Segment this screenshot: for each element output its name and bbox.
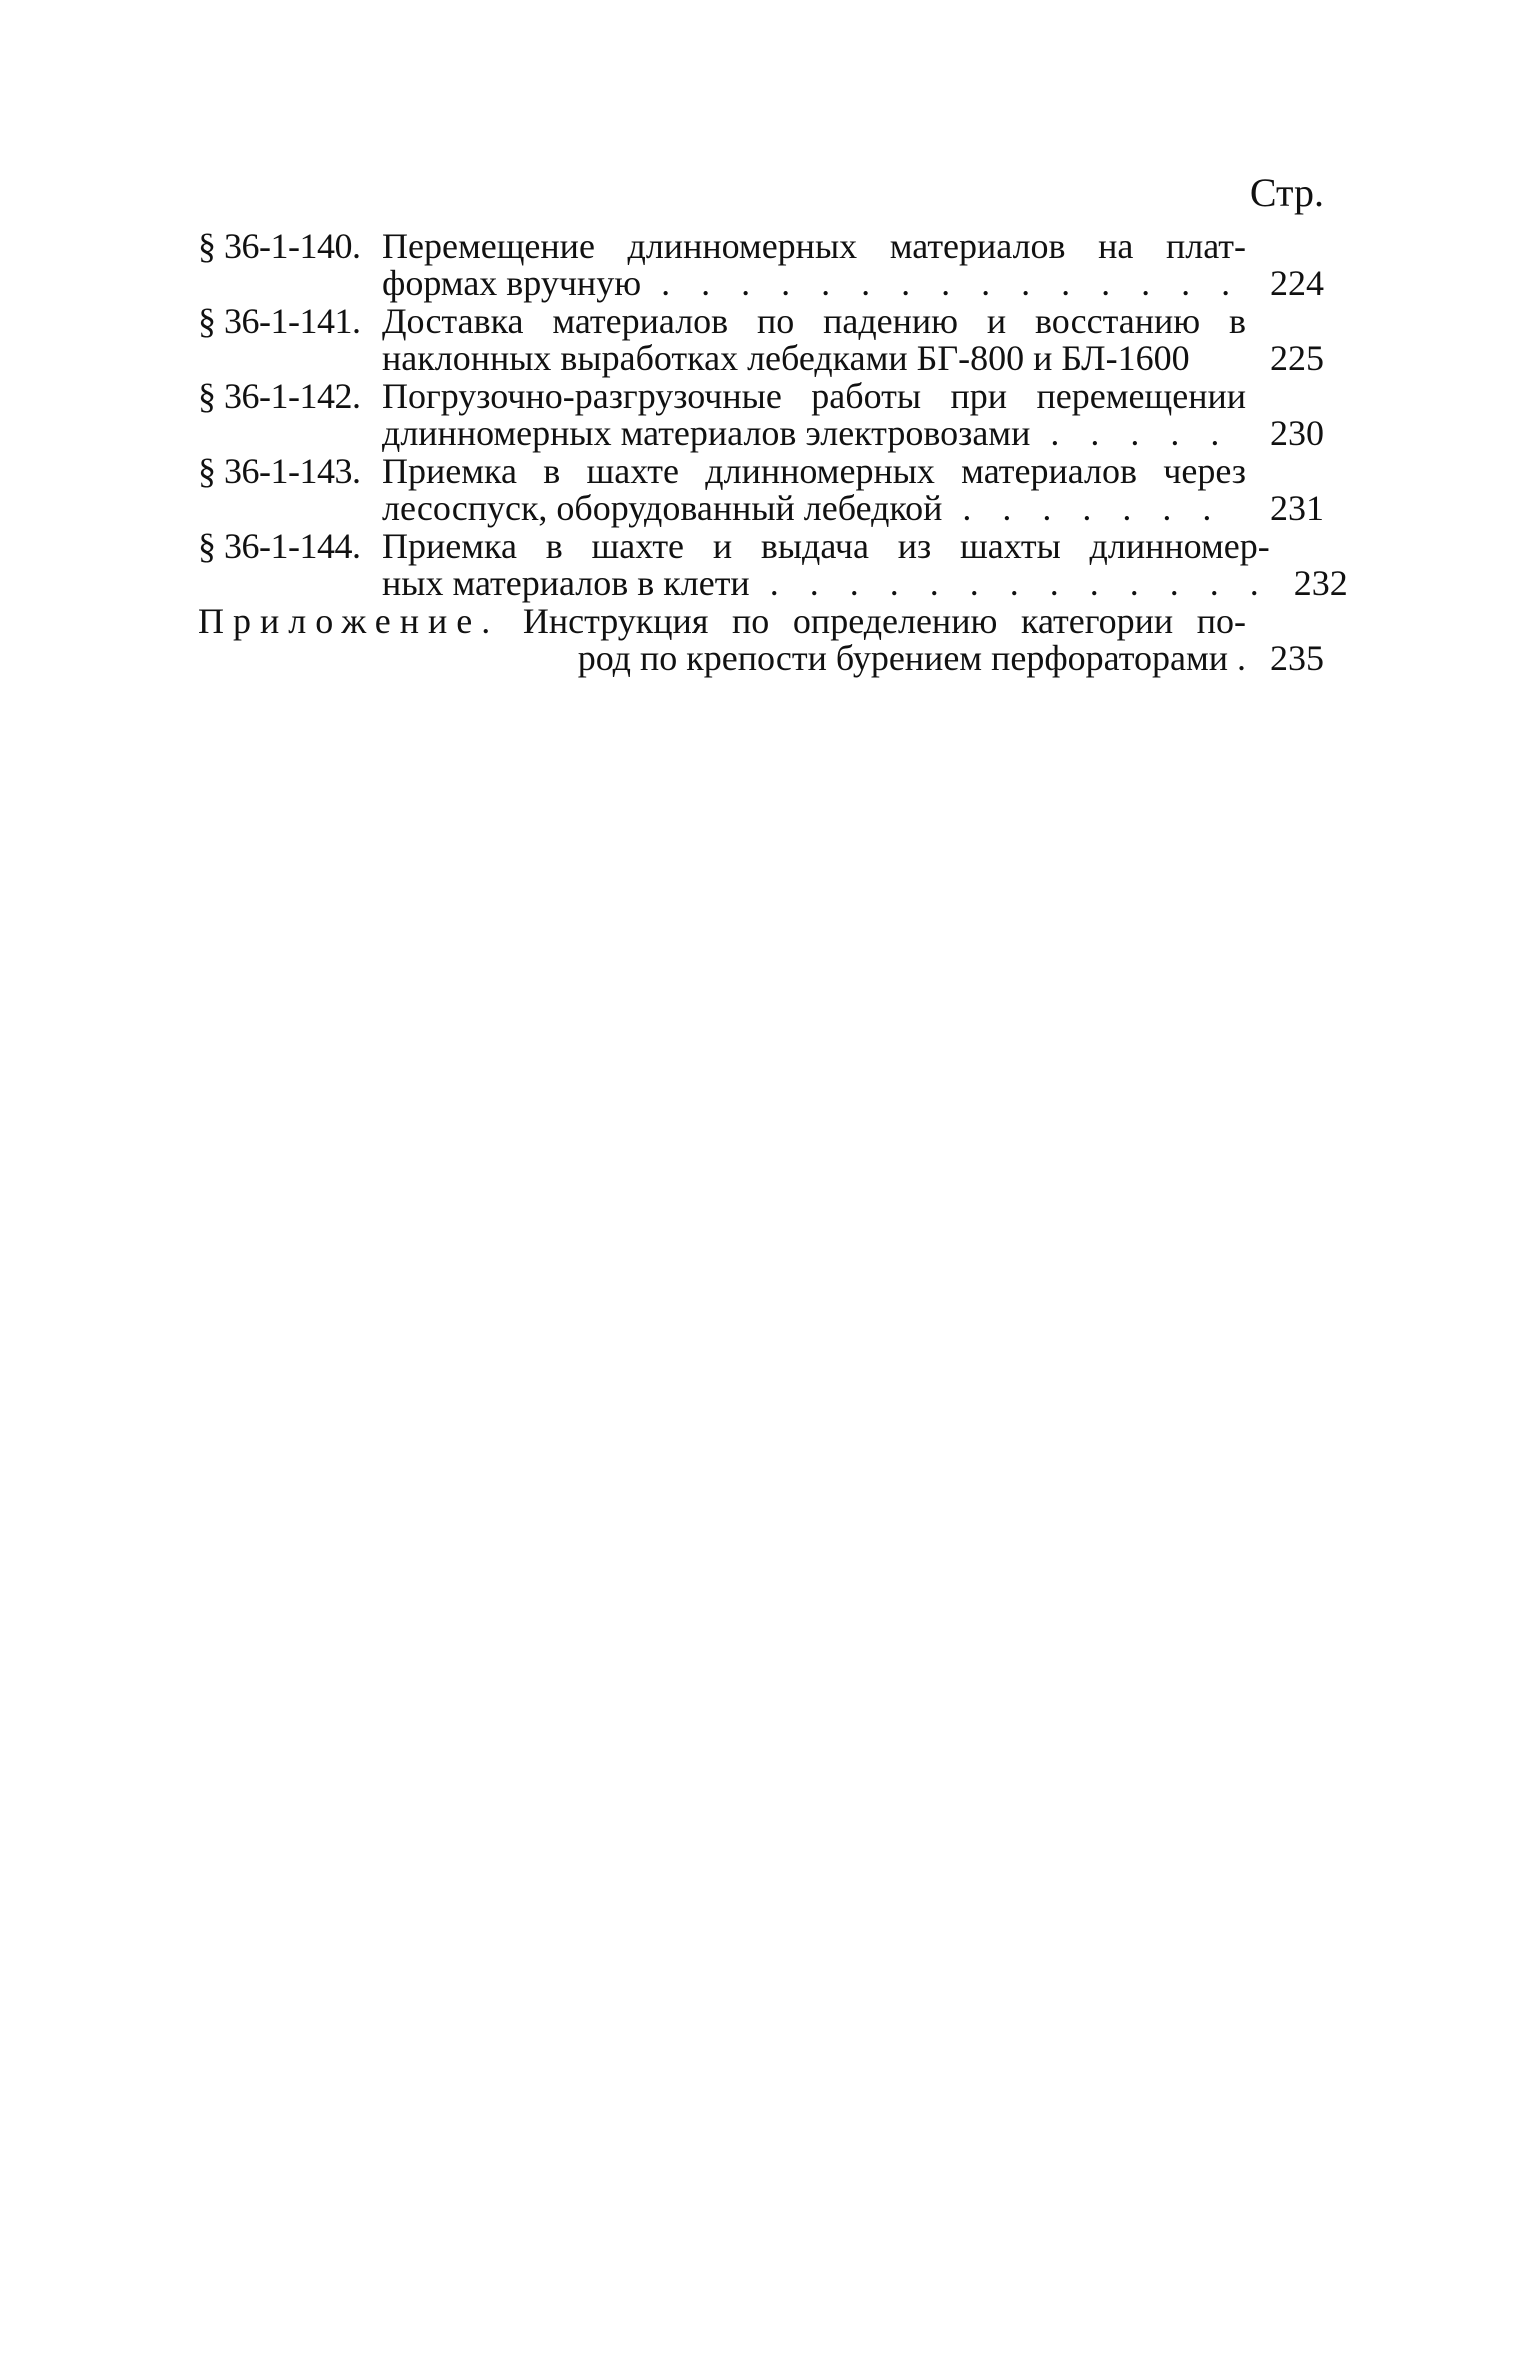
title-text: род по крепости бурением перфораторами xyxy=(577,638,1228,678)
title-line: Приемка в шахте длинномерных материалов через xyxy=(382,451,1246,491)
title-line xyxy=(382,340,1246,377)
title-line xyxy=(198,640,1246,677)
section-number: § 36-1-141. xyxy=(198,301,361,341)
toc-entry-36-1-143 xyxy=(198,453,1324,527)
title-line xyxy=(382,565,1270,602)
section-number: § 36-1-143. xyxy=(198,451,361,491)
title-text: ных материалов в клети xyxy=(382,563,750,603)
section-title xyxy=(382,528,1270,602)
title-line: Доставка материалов по падению и восстанию в xyxy=(382,301,1246,341)
section-number: § 36-1-144. xyxy=(198,526,361,566)
section-number: § 36-1-142. xyxy=(198,376,361,416)
toc-entry-36-1-144 xyxy=(198,526,1348,603)
section-title xyxy=(382,303,1246,377)
page-number: 231 xyxy=(1270,488,1324,528)
page-number: 235 xyxy=(1270,638,1324,678)
page-number: 232 xyxy=(1293,563,1348,603)
title-line xyxy=(198,603,1246,640)
title-text: наклонных выработках лебедками БГ-800 и БЛ-1600 xyxy=(382,338,1190,378)
section-title xyxy=(382,378,1246,452)
title-line: Перемещение длинномерных материалов на плат- xyxy=(382,226,1246,266)
section-title xyxy=(382,453,1246,527)
dot-leader: . . . . . . . . . . . . . . . xyxy=(641,263,1242,303)
title-line xyxy=(382,265,1246,302)
title-text: Инструкция по определению категории по- xyxy=(522,601,1246,641)
title-line: Приемка в шахте и выдача из шахты длинномер- xyxy=(382,526,1270,566)
title-text: лесоспуск, оборудованный лебедкой xyxy=(382,488,943,528)
table-of-contents xyxy=(198,170,1348,678)
toc-entry-36-1-141 xyxy=(198,303,1324,377)
appendix-title xyxy=(198,603,1246,677)
page-column-header: Стр. xyxy=(1249,170,1324,215)
section-number: § 36-1-140. xyxy=(198,226,361,266)
title-text: формах вручную xyxy=(382,263,642,303)
title-line: Погрузочно-разгрузочные работы при перемещении xyxy=(382,376,1246,416)
page-number: 230 xyxy=(1270,413,1324,453)
appendix-label: Приложение. xyxy=(198,601,500,641)
toc-entry-appendix xyxy=(198,603,1324,677)
toc-entry-36-1-140 xyxy=(198,228,1324,302)
page-number: 225 xyxy=(1270,338,1324,378)
title-line xyxy=(382,490,1246,527)
title-text: длинномерных материалов электровозами xyxy=(382,413,1031,453)
page-number: 224 xyxy=(1270,263,1324,303)
title-line xyxy=(382,415,1246,452)
toc-entry-36-1-142 xyxy=(198,378,1324,452)
dot-leader: . . . . . xyxy=(1030,413,1231,453)
dot-leader: . xyxy=(1228,638,1246,678)
dot-leader: . . . . . . . . . . . . . xyxy=(749,563,1270,603)
section-title xyxy=(382,228,1246,302)
dot-leader: . . . . . . . xyxy=(942,488,1223,528)
